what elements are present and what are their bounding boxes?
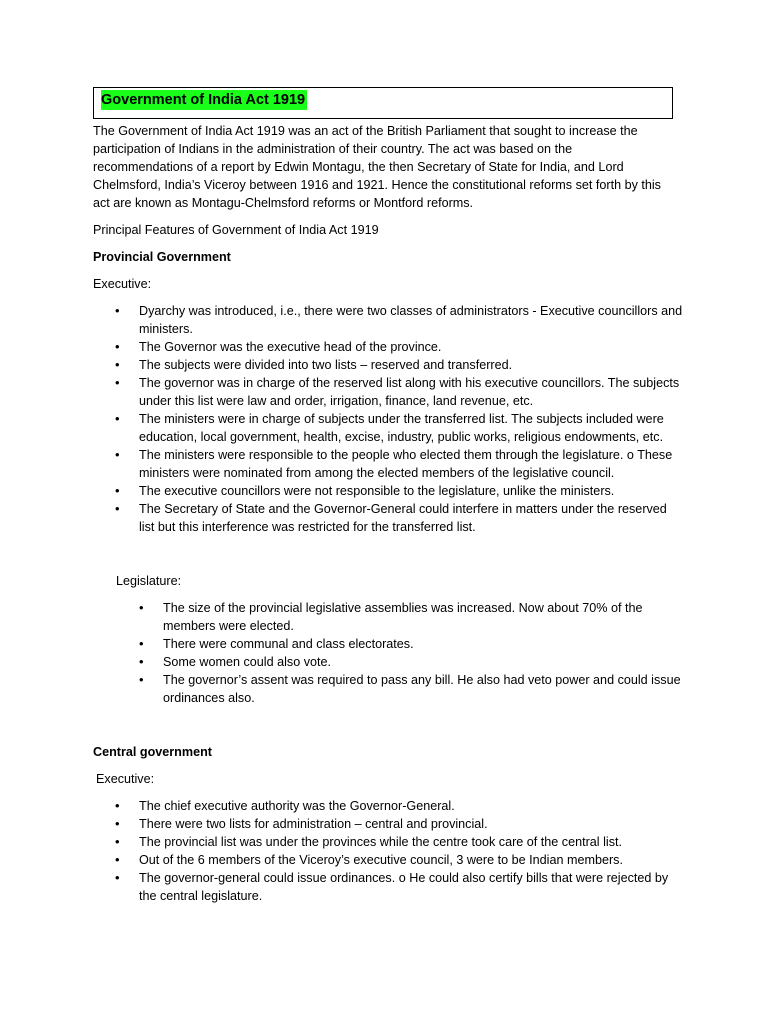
provincial-executive-list	[93, 302, 683, 536]
list-item: • The subjects were divided into two lists – reserved and transferred.	[93, 356, 684, 374]
list-item: • There were communal and class electorates.	[93, 635, 683, 653]
document-page	[93, 87, 683, 905]
list-item: • The chief executive authority was the Governor-General.	[93, 797, 684, 815]
list-item: • The ministers were responsible to the people who elected them through the legislature. o These ministers were nominated from among the elected members of the legislative council.	[93, 446, 684, 482]
principal-features-heading: Principal Features of Government of India Act 1919	[93, 223, 379, 237]
list-item: • The governor’s assent was required to pass any bill. He also had veto power and could issue ordinances also.	[93, 671, 683, 707]
provincial-government-heading: Provincial Government	[93, 250, 231, 264]
list-item: • The Secretary of State and the Governor-General could interfere in matters under the reserved list but this interference was restricted for the transferred list.	[93, 500, 684, 536]
list-item: • Dyarchy was introduced, i.e., there were two classes of administrators - Executive councillors and ministers.	[93, 302, 684, 338]
document-title: Government of India Act 1919	[101, 92, 306, 108]
provincial-legislature-list	[93, 599, 683, 707]
central-executive-list	[93, 797, 683, 905]
list-item: • The executive councillors were not responsible to the legislature, unlike the ministers.	[93, 482, 684, 500]
list-item: • The provincial list was under the provinces while the centre took care of the central list.	[93, 833, 684, 851]
list-item: • Some women could also vote.	[93, 653, 683, 671]
provincial-legislature-label: Legislature:	[116, 574, 182, 588]
list-item: • The governor was in charge of the reserved list along with his executive councillors. The subjects under this list were law and order, irrigation, finance, land revenue, etc.	[93, 374, 684, 410]
list-item: • There were two lists for administration – central and provincial.	[93, 815, 684, 833]
provincial-executive-label: Executive:	[93, 277, 152, 291]
list-item: • Out of the 6 members of the Viceroy’s executive council, 3 were to be Indian members.	[93, 851, 684, 869]
list-item: • The size of the provincial legislative assemblies was increased. Now about 70% of the members were elected.	[93, 599, 683, 635]
central-government-heading: Central government	[93, 745, 212, 759]
central-executive-label: Executive:	[96, 772, 155, 786]
title-box	[93, 87, 673, 119]
list-item: • The Governor was the executive head of the province.	[93, 338, 684, 356]
intro-paragraph: The Government of India Act 1919 was an act of the British Parliament that sought to increase the participation of Indians in the administration of their country. The act was based on the recommendations of a report by Edwin Montagu, the then Secretary of State for India, and Lord Chelmsford, India’s Viceroy between 1916 and 1921. Hence the constitutional reforms set forth by this act are known as Montagu-Chelmsford reforms or Montford reforms.	[93, 124, 661, 210]
list-item: • The governor-general could issue ordinances. o He could also certify bills that were rejected by the central legislature.	[93, 869, 684, 905]
list-item: • The ministers were in charge of subjects under the transferred list. The subjects included were education, local government, health, excise, industry, public works, religious endowments, etc.	[93, 410, 684, 446]
